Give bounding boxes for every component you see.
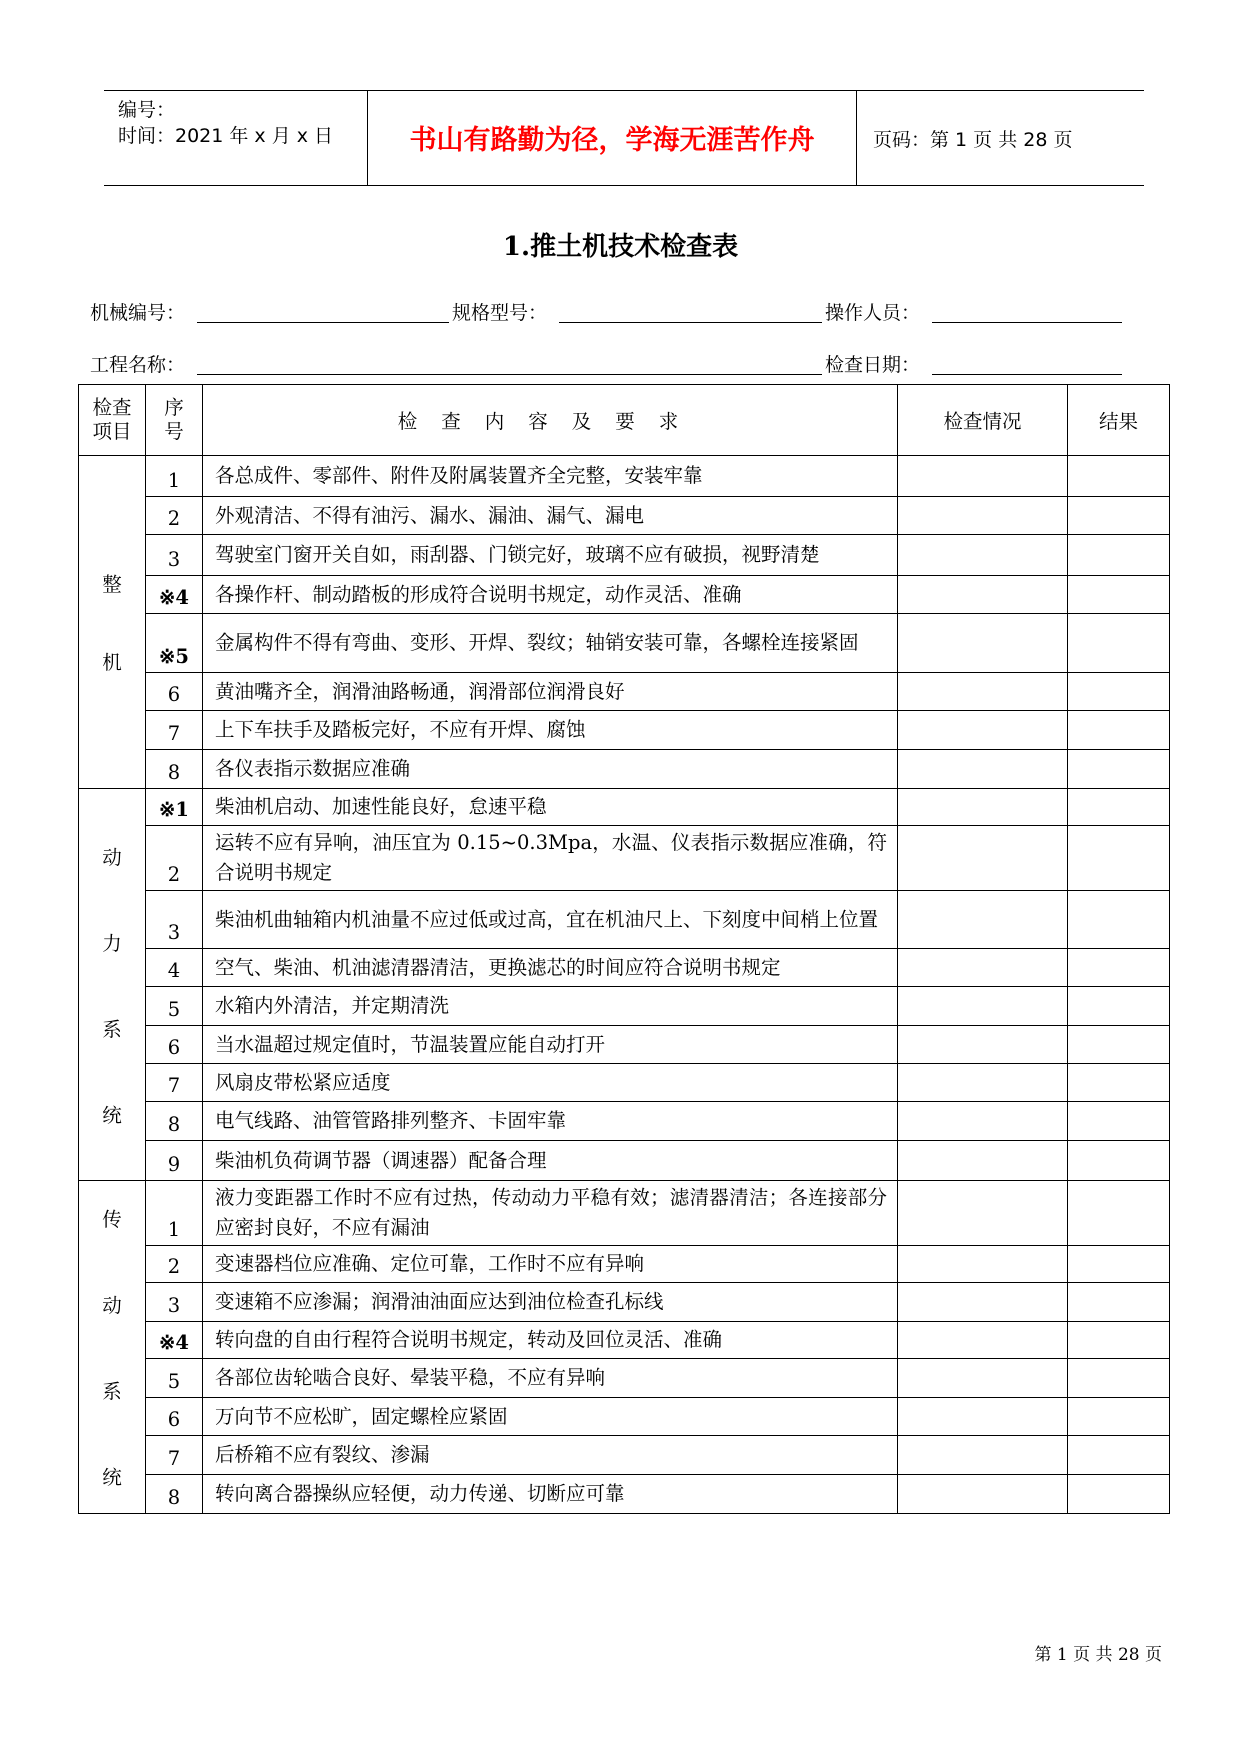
group-label-char: 动 [102,845,122,869]
inspection-table [78,384,1170,1514]
check-result-cell[interactable] [1068,1246,1170,1283]
group-label-char: 力 [102,931,122,955]
table-row [79,456,1170,497]
check-result-cell[interactable] [1068,711,1170,750]
row-number: 2 [146,826,203,891]
group-label [79,1181,146,1514]
check-status-cell[interactable] [898,535,1068,576]
form-fields [0,0,1241,390]
row-number: 1 [146,456,203,497]
row-number: 6 [146,673,203,711]
row-number: 3 [146,891,203,949]
table-row [79,987,1170,1026]
check-result-cell[interactable] [1068,1064,1170,1102]
check-requirement: 当水温超过规定值时，节温装置应能自动打开 [203,1026,898,1064]
check-result-cell[interactable] [1068,987,1170,1026]
check-requirement: 风扇皮带松紧应适度 [203,1064,898,1102]
row-number: 7 [146,1436,203,1475]
check-result-cell[interactable] [1068,1141,1170,1181]
header-item-line2: 项目 [92,420,132,443]
check-result-cell[interactable] [1068,826,1170,891]
check-requirement: 水箱内外清洁，并定期清洗 [203,987,898,1026]
check-status-cell[interactable] [898,750,1068,789]
spec-model-field[interactable] [559,300,822,323]
row-number: 3 [146,1283,203,1322]
check-result-cell[interactable] [1068,1181,1170,1246]
table-row [79,789,1170,826]
check-requirement: 上下车扶手及踏板完好，不应有开焊、腐蚀 [203,711,898,750]
group-label-char: 统 [102,1466,122,1489]
header-result: 结果 [1068,385,1170,456]
row-number: 4 [146,949,203,987]
table-row [79,1359,1170,1398]
row-number: 5 [146,987,203,1026]
check-result-cell[interactable] [1068,1283,1170,1322]
table-row [79,891,1170,949]
table-row [79,711,1170,750]
group-label-char: 系 [102,1380,122,1403]
check-requirement: 电气线路、油管管路排列整齐、卡固牢靠 [203,1102,898,1141]
row-number: 5 [146,1359,203,1398]
spec-model-label: 规格型号： [452,302,548,324]
machine-no-field[interactable] [197,300,449,323]
code-label: 编号： [118,99,176,121]
table-row [79,949,1170,987]
group-label-char: 传 [102,1208,122,1231]
check-status-cell[interactable] [898,456,1068,497]
check-requirement: 变速器档位应准确、定位可靠，工作时不应有异响 [203,1246,898,1283]
check-status-cell[interactable] [898,987,1068,1026]
check-result-cell[interactable] [1068,1398,1170,1436]
row-number: 6 [146,1026,203,1064]
header-status: 检查情况 [898,385,1068,456]
check-requirement: 黄油嘴齐全，润滑油路畅通，润滑部位润滑良好 [203,673,898,711]
table-row [79,1141,1170,1181]
row-number: 7 [146,1064,203,1102]
check-status-cell[interactable] [898,1475,1068,1514]
group-label-char: 统 [102,1103,122,1127]
table-row [79,1026,1170,1064]
check-status-cell[interactable] [898,614,1068,673]
machine-no-label: 机械编号： [90,302,186,324]
check-status-cell[interactable] [898,1181,1068,1246]
row-number: ※1 [146,789,203,826]
header-no-line2: 号 [164,420,184,443]
check-requirement: 各仪表指示数据应准确 [203,750,898,789]
time-label: 时间：2021 年 x 月 x 日 [118,125,334,147]
row-number: 2 [146,1246,203,1283]
check-status-cell[interactable] [898,497,1068,535]
check-result-cell[interactable] [1068,1475,1170,1514]
operator-label: 操作人员： [825,302,921,324]
check-requirement: 空气、柴油、机油滤清器清洁，更换滤芯的时间应符合说明书规定 [203,949,898,987]
check-requirement: 柴油机曲轴箱内机油量不应过低或过高，宜在机油尺上、下刻度中间梢上位置 [203,891,898,949]
check-status-cell[interactable] [898,826,1068,891]
check-status-cell[interactable] [898,1246,1068,1283]
row-number: 6 [146,1398,203,1436]
header-item-line1: 检查 [92,396,132,419]
check-result-cell[interactable] [1068,750,1170,789]
row-number: ※5 [146,614,203,673]
table-row [79,576,1170,614]
check-result-cell[interactable] [1068,576,1170,614]
check-requirement: 后桥箱不应有裂纹、渗漏 [203,1436,898,1475]
check-requirement: 转向盘的自由行程符合说明书规定，转动及回位灵活、准确 [203,1322,898,1359]
check-status-cell[interactable] [898,1064,1068,1102]
check-date-field[interactable] [932,352,1122,375]
header-item [79,385,146,456]
page-info: 页码：第 1 页 共 28 页 [873,129,1073,151]
check-status-cell[interactable] [898,891,1068,949]
group-label-char: 整 [102,573,122,596]
table-row [79,1475,1170,1514]
check-result-cell[interactable] [1068,891,1170,949]
project-name-label: 工程名称： [90,354,186,376]
check-requirement: 运转不应有异响，油压宜为 0.15~0.3Mpa，水温、仪表指示数据应准确，符合说明书规定 [203,826,898,891]
table-row [79,1102,1170,1141]
group-label [79,456,146,789]
table-row [79,750,1170,789]
check-status-cell[interactable] [898,673,1068,711]
check-result-cell[interactable] [1068,497,1170,535]
check-status-cell[interactable] [898,1026,1068,1064]
check-requirement: 外观清洁、不得有油污、漏水、漏油、漏气、漏电 [203,497,898,535]
table-row [79,1398,1170,1436]
check-result-cell[interactable] [1068,1359,1170,1398]
row-number: 1 [146,1181,203,1246]
operator-field[interactable] [932,300,1122,323]
check-status-cell[interactable] [898,1436,1068,1475]
check-status-cell[interactable] [898,1283,1068,1322]
group-label [79,789,146,1181]
group-label-char: 机 [102,651,122,674]
table-row [79,826,1170,891]
table-row [79,497,1170,535]
table-row [79,1246,1170,1283]
check-requirement: 万向节不应松旷，固定螺栓应紧固 [203,1398,898,1436]
table-row [79,535,1170,576]
header-content: 检查内容及要求 [203,385,898,456]
motto-text: 书山有路勤为径，学海无涯苦作舟 [409,125,815,156]
check-date-label: 检查日期： [825,354,921,376]
row-number: 9 [146,1141,203,1181]
table-body [79,456,1170,1514]
project-name-field[interactable] [197,352,822,375]
table-row [79,1322,1170,1359]
group-label-char: 系 [102,1017,122,1041]
check-requirement: 液力变距器工作时不应有过热，传动动力平稳有效；滤清器清洁；各连接部分应密封良好，不应有漏油 [203,1181,898,1246]
row-number: 2 [146,497,203,535]
check-status-cell[interactable] [898,1359,1068,1398]
check-status-cell[interactable] [898,949,1068,987]
check-status-cell[interactable] [898,711,1068,750]
check-result-cell[interactable] [1068,1102,1170,1141]
check-result-cell[interactable] [1068,789,1170,826]
check-status-cell[interactable] [898,1398,1068,1436]
check-status-cell[interactable] [898,1322,1068,1359]
check-result-cell[interactable] [1068,456,1170,497]
page-footer: 第 1 页 共 28 页 [1034,1645,1162,1665]
check-requirement: 各操作杆、制动踏板的形成符合说明书规定，动作灵活、准确 [203,576,898,614]
check-requirement: 转向离合器操纵应轻便，动力传递、切断应可靠 [203,1475,898,1514]
check-requirement: 柴油机启动、加速性能良好，怠速平稳 [203,789,898,826]
header-no-line1: 序 [164,396,184,419]
table-row [79,614,1170,673]
check-requirement: 驾驶室门窗开关自如，雨刮器、门锁完好，玻璃不应有破损，视野清楚 [203,535,898,576]
check-status-cell[interactable] [898,1141,1068,1181]
check-result-cell[interactable] [1068,673,1170,711]
check-result-cell[interactable] [1068,1436,1170,1475]
table-row [79,1436,1170,1475]
row-number: 8 [146,750,203,789]
table-header-row [79,385,1170,456]
check-requirement: 各部位齿轮啮合良好、晕装平稳，不应有异响 [203,1359,898,1398]
check-result-cell[interactable] [1068,1026,1170,1064]
page-title: 1.推土机技术检查表 [502,232,739,262]
check-result-cell[interactable] [1068,614,1170,673]
row-number: 8 [146,1102,203,1141]
table-row [79,1064,1170,1102]
table-row [79,1283,1170,1322]
table-row [79,673,1170,711]
row-number: ※4 [146,1322,203,1359]
check-result-cell[interactable] [1068,1322,1170,1359]
row-number: ※4 [146,576,203,614]
row-number: 3 [146,535,203,576]
header-no [146,385,203,456]
check-requirement: 变速箱不应渗漏；润滑油油面应达到油位检查孔标线 [203,1283,898,1322]
group-label-char: 动 [102,1294,122,1317]
check-result-cell[interactable] [1068,535,1170,576]
table-row [79,1181,1170,1246]
check-requirement: 各总成件、零部件、附件及附属装置齐全完整，安装牢靠 [203,456,898,497]
check-requirement: 金属构件不得有弯曲、变形、开焊、裂纹；轴销安装可靠，各螺栓连接紧固 [203,614,898,673]
row-number: 7 [146,711,203,750]
check-status-cell[interactable] [898,576,1068,614]
check-status-cell[interactable] [898,789,1068,826]
check-requirement: 柴油机负荷调节器（调速器）配备合理 [203,1141,898,1181]
check-status-cell[interactable] [898,1102,1068,1141]
check-result-cell[interactable] [1068,949,1170,987]
row-number: 8 [146,1475,203,1514]
